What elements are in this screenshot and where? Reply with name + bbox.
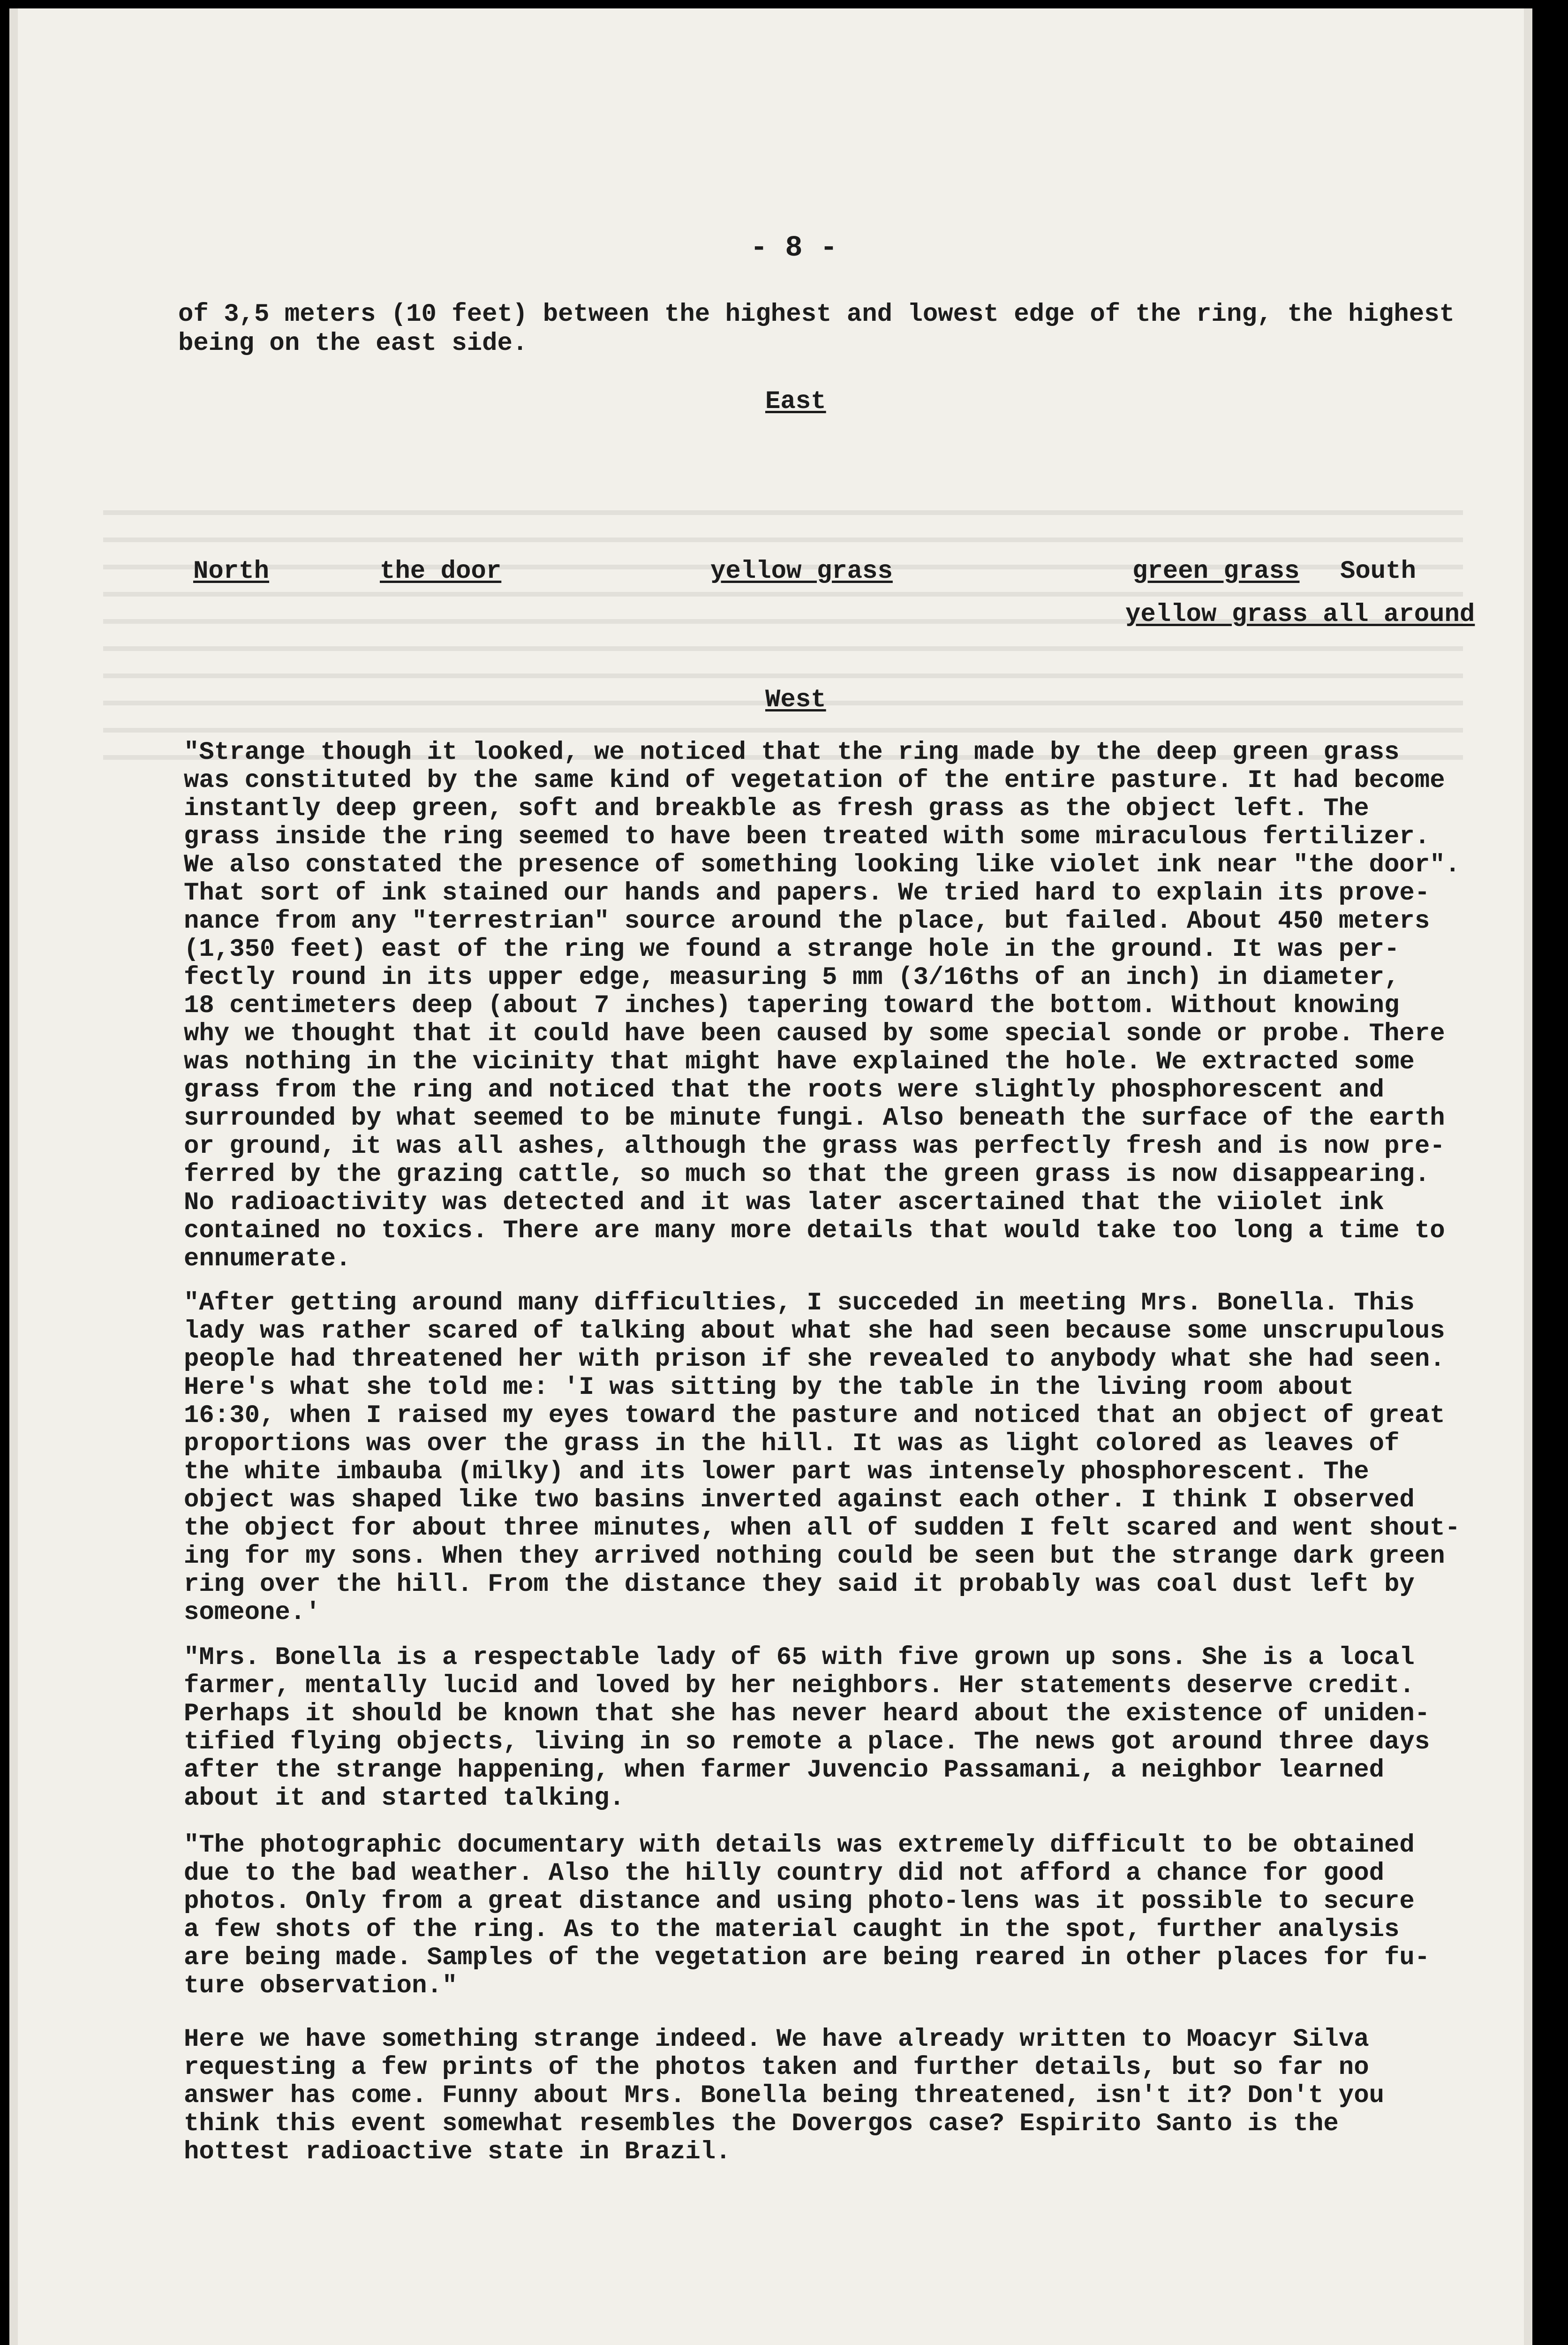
text-line: fectly round in its upper edge, measuring 5 mm (3/16ths of an inch) in diameter, bbox=[184, 963, 1400, 992]
paragraph-ring-observation bbox=[184, 738, 1460, 1273]
sketch-label-east: East bbox=[765, 387, 826, 416]
text-line: (1,350 feet) east of the ring we found a strange hole in the ground. It was per- bbox=[184, 935, 1400, 964]
text-line: instantly deep green, soft and breakble as fresh grass as the object left. The bbox=[184, 794, 1369, 823]
text-line: No radioactivity was detected and it was later ascertained that the viiolet ink bbox=[184, 1188, 1385, 1217]
text-line: ennumerate. bbox=[184, 1245, 351, 1273]
text-line: hottest radioactive state in Brazil. bbox=[184, 2138, 731, 2166]
paragraph-editor-comment bbox=[184, 2025, 1384, 2166]
paragraph-bonella-credibility bbox=[184, 1643, 1430, 1812]
text-line: requesting a few prints of the photos taken and further details, but so far no bbox=[184, 2053, 1369, 2082]
text-line: "Strange though it looked, we noticed that the ring made by the deep green grass bbox=[184, 738, 1400, 767]
text-line: Here we have something strange indeed. We have already written to Moacyr Silva bbox=[184, 2025, 1369, 2054]
paragraph-bonella-account bbox=[184, 1289, 1460, 1626]
text-line: ing for my sons. When they arrived nothing could be seen but the strange dark green bbox=[184, 1542, 1445, 1571]
text-line: people had threatened her with prison if she revealed to anybody what she had seen. bbox=[184, 1345, 1445, 1374]
text-line: farmer, mentally lucid and loved by her neighbors. Her statements deserve credit. bbox=[184, 1672, 1415, 1700]
text-line: someone.' bbox=[184, 1598, 321, 1627]
sketch-label-yellow-grass: yellow grass bbox=[710, 557, 893, 586]
text-line: That sort of ink stained our hands and papers. We tried hard to explain its prove- bbox=[184, 879, 1430, 908]
text-line: was nothing in the vicinity that might have explained the hole. We extracted some bbox=[184, 1048, 1415, 1076]
sketch-label-south: South bbox=[1340, 557, 1417, 586]
text-line: the object for about three minutes, when all of sudden I felt scared and went shout- bbox=[184, 1514, 1461, 1543]
text-line: "The photographic documentary with details was extremely difficult to be obtained bbox=[184, 1831, 1415, 1860]
paragraph-photographic-documentary bbox=[184, 1831, 1430, 2000]
text-line: Perhaps it should be known that she has never heard about the existence of uniden- bbox=[184, 1700, 1430, 1728]
text-line: "Mrs. Bonella is a respectable lady of 65 with five grown up sons. She is a local bbox=[184, 1643, 1415, 1672]
text-line: ture observation." bbox=[184, 1972, 458, 2000]
text-line: We also constated the presence of something looking like violet ink near "the door". bbox=[184, 851, 1461, 879]
text-line: surrounded by what seemed to be minute fungi. Also beneath the surface of the earth bbox=[184, 1104, 1445, 1133]
text-line: of 3,5 meters (10 feet) between the highest and lowest edge of the ring, the highest bbox=[178, 300, 1455, 329]
text-line: lady was rather scared of talking about what she had seen because some unscrupulous bbox=[184, 1317, 1445, 1346]
text-line: answer has come. Funny about Mrs. Bonella being threatened, isn't it? Don't you bbox=[184, 2081, 1385, 2110]
text-line: grass from the ring and noticed that the roots were slightly phosphorescent and bbox=[184, 1076, 1385, 1104]
text-line: 18 centimeters deep (about 7 inches) tapering toward the bottom. Without knowing bbox=[184, 991, 1400, 1020]
text-line: ferred by the grazing cattle, so much so that the green grass is now disappearing. bbox=[184, 1160, 1430, 1189]
text-line: Here's what she told me: 'I was sitting by the table in the living room about bbox=[184, 1373, 1354, 1402]
text-line: tified flying objects, living in so remote a place. The news got around three days bbox=[184, 1728, 1430, 1756]
text-line: think this event somewhat resembles the Dovergos case? Espirito Santo is the bbox=[184, 2110, 1339, 2138]
show-through-texture bbox=[103, 501, 1463, 767]
text-line: ring over the hill. From the distance they said it probably was coal dust left by bbox=[184, 1570, 1415, 1599]
text-line: photos. Only from a great distance and using photo-lens was it possible to secure bbox=[184, 1887, 1415, 1916]
text-line: proportions was over the grass in the hill. It was as light colored as leaves of bbox=[184, 1430, 1400, 1458]
sketch-label-the-door: the door bbox=[380, 557, 502, 586]
document-page bbox=[9, 8, 1532, 2345]
scan-edge-right bbox=[1524, 8, 1532, 2345]
text-line: nance from any "terrestrian" source around the place, but failed. About 450 meters bbox=[184, 907, 1430, 936]
sketch-label-yellow-grass-all-around: yellow grass all around bbox=[1125, 600, 1475, 629]
text-line: are being made. Samples of the vegetation are being reared in other places for fu- bbox=[184, 1944, 1430, 1972]
text-line: object was shaped like two basins inverted against each other. I think I observed bbox=[184, 1486, 1415, 1514]
text-line: due to the bad weather. Also the hilly country did not afford a chance for good bbox=[184, 1859, 1385, 1888]
text-line: or ground, it was all ashes, although the grass was perfectly fresh and is now pre- bbox=[184, 1132, 1445, 1161]
sketch-label-green-grass: green grass bbox=[1132, 557, 1300, 586]
sketch-label-west: West bbox=[765, 686, 826, 714]
text-line: was constituted by the same kind of vegetation of the entire pasture. It had become bbox=[184, 766, 1445, 795]
text-line: 16:30, when I raised my eyes toward the pasture and noticed that an object of great bbox=[184, 1401, 1445, 1430]
scan-edge-left bbox=[9, 8, 18, 2345]
text-line: "After getting around many difficulties, I succeded in meeting Mrs. Bonella. This bbox=[184, 1289, 1415, 1317]
page-number: - 8 - bbox=[750, 231, 838, 265]
text-line: contained no toxics. There are many more details that would take too long a time to bbox=[184, 1217, 1445, 1245]
text-line: a few shots of the ring. As to the material caught in the spot, further analysis bbox=[184, 1915, 1400, 1944]
text-line: why we thought that it could have been caused by some special sonde or probe. There bbox=[184, 1020, 1445, 1048]
text-line: grass inside the ring seemed to have been treated with some miraculous fertilizer. bbox=[184, 823, 1430, 851]
text-line: after the strange happening, when farmer Juvencio Passamani, a neighbor learned bbox=[184, 1756, 1385, 1785]
sketch-label-north: North bbox=[193, 557, 270, 586]
text-line: the white imbauba (milky) and its lower part was intensely phosphorescent. The bbox=[184, 1458, 1369, 1486]
intro-paragraph bbox=[178, 300, 1455, 358]
text-line: being on the east side. bbox=[178, 329, 528, 358]
text-line: about it and started talking. bbox=[184, 1784, 625, 1813]
